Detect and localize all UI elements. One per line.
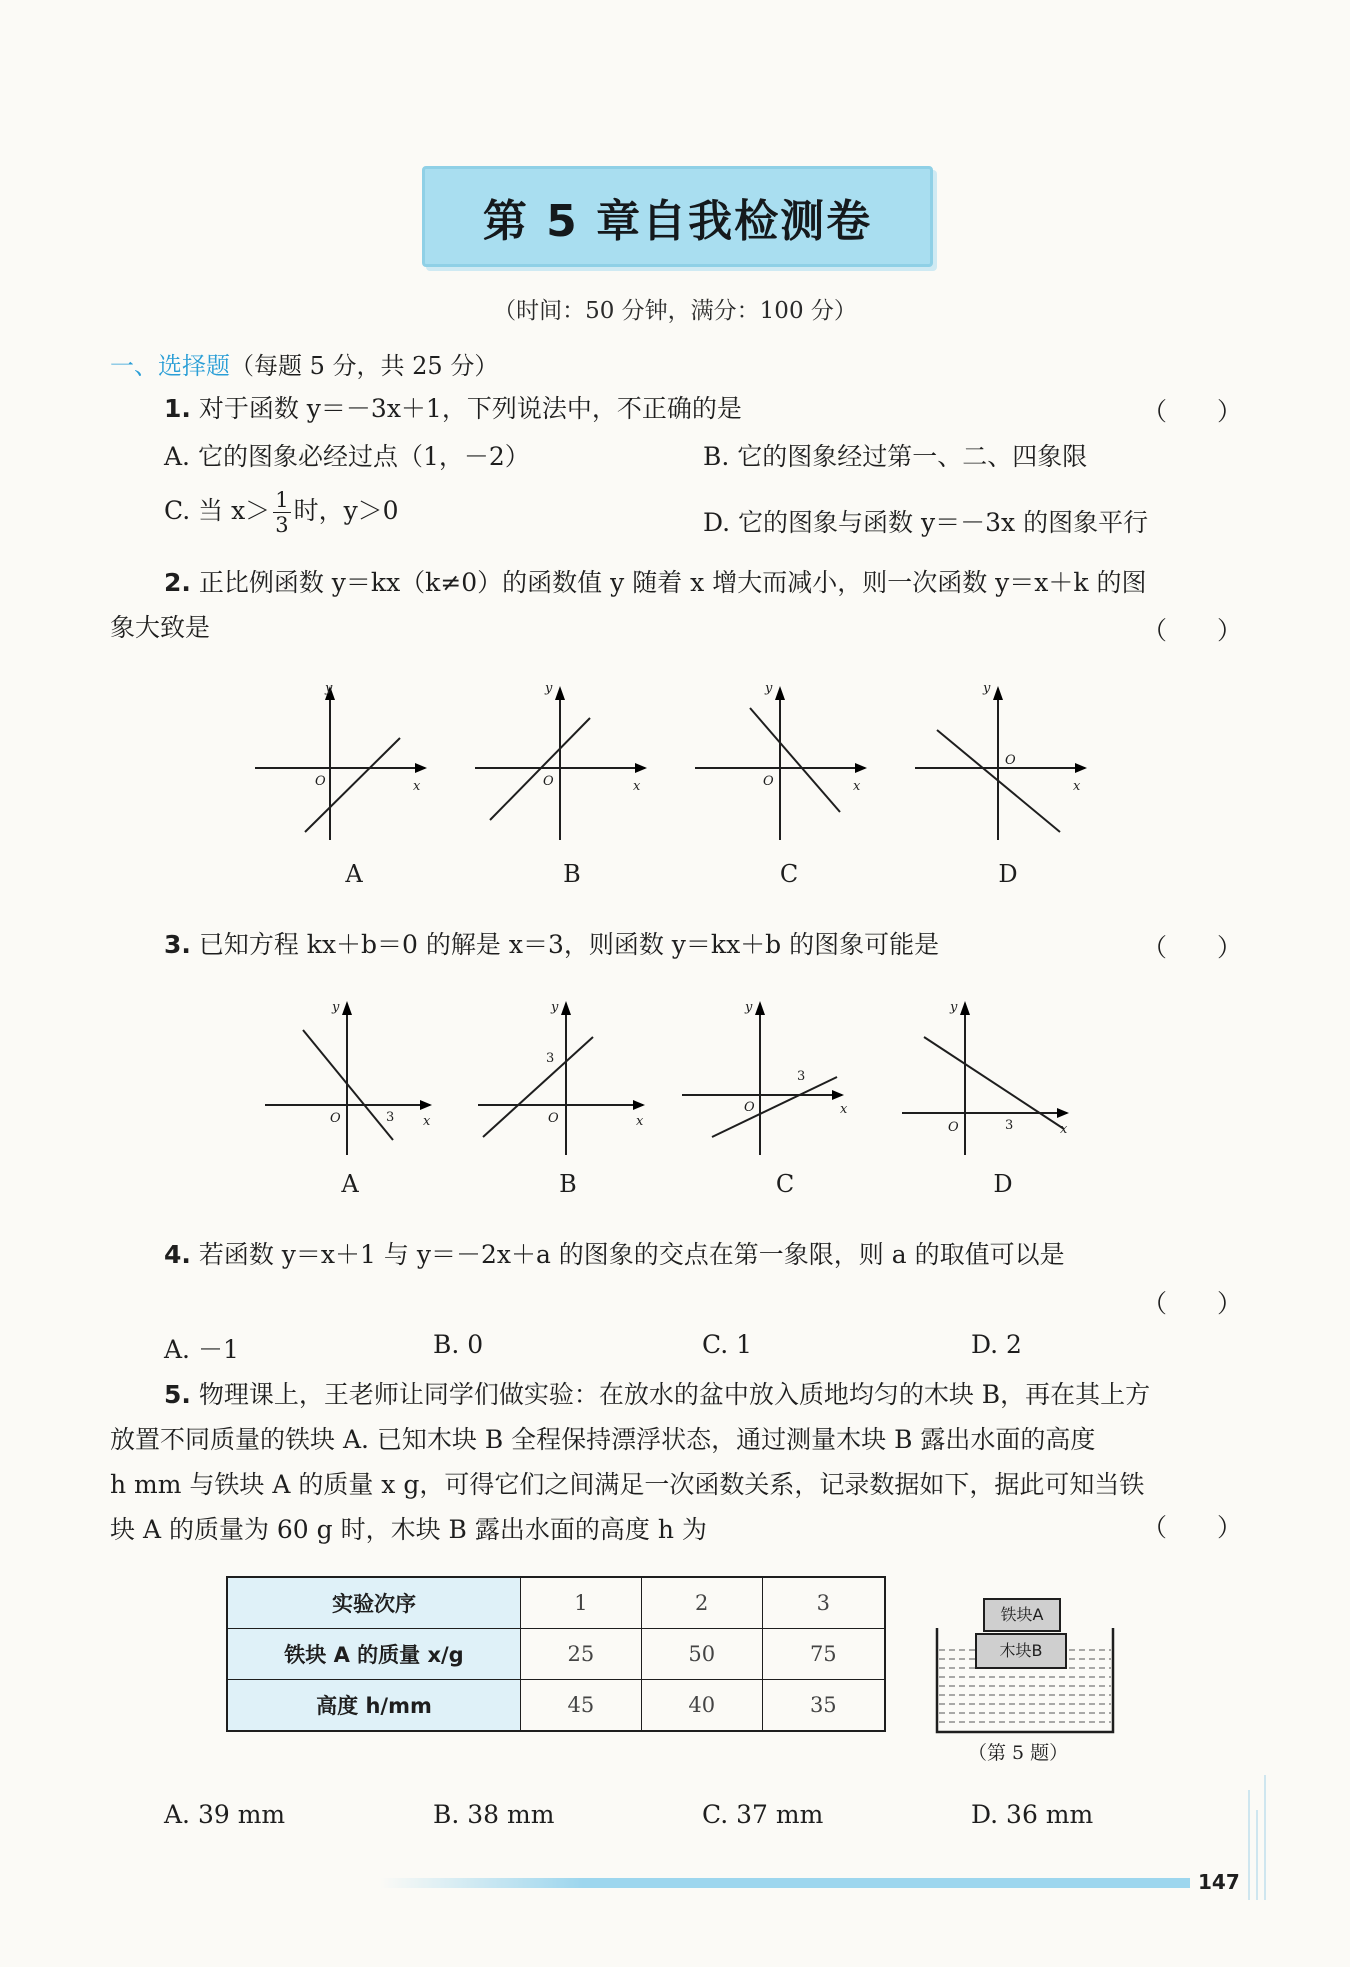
q1-option-d: D. 它的图象与函数 y＝－3x 的图象平行	[703, 508, 1149, 537]
q1-option-c	[164, 488, 399, 537]
table-row	[227, 1629, 885, 1680]
figure-caption: （第 5 题）	[968, 1742, 1069, 1764]
x-label: x	[413, 779, 421, 794]
y-label: y	[765, 681, 773, 696]
origin-label: O	[315, 774, 326, 789]
q5-line-4: 块 A 的质量为 60 g 时，木块 B 露出水面的高度 h 为	[110, 1515, 707, 1544]
q5-option-b: B. 38 mm	[433, 1800, 555, 1829]
y-arrow	[555, 686, 565, 700]
x-label: x	[853, 779, 861, 794]
y-label: y	[983, 681, 991, 696]
table-row	[227, 1680, 885, 1732]
table-cell: 75	[762, 1629, 885, 1680]
y-label: y	[332, 1000, 340, 1015]
table-header-cell: 高度 h/mm	[227, 1680, 521, 1732]
graph-line	[750, 708, 840, 812]
q3-answer-bracket: （ ）	[1142, 933, 1243, 962]
table-header-cell: 实验次序	[227, 1577, 521, 1629]
q2-label-a: A	[345, 860, 363, 888]
q2-label-c: C	[779, 860, 799, 888]
q1-number: 1.	[164, 394, 191, 423]
section-header	[110, 346, 498, 381]
table-cell: 25	[521, 1629, 642, 1680]
section-label: 一、选择题	[110, 352, 230, 380]
x-arrow	[633, 1100, 645, 1110]
table-row	[227, 1577, 885, 1629]
y-arrow	[755, 1001, 765, 1015]
y-label: y	[325, 681, 333, 696]
y-arrow	[960, 1001, 970, 1015]
q3-label-c: C	[775, 1170, 795, 1198]
y-arrow	[561, 1001, 571, 1015]
x-label: x	[840, 1102, 848, 1117]
y-label: y	[950, 1000, 958, 1015]
wood-block-b: 木块B	[975, 1633, 1067, 1669]
fraction-denominator: 3	[275, 513, 289, 537]
q1-answer-bracket: （ ）	[1142, 397, 1243, 426]
q3-graph-a	[265, 995, 445, 1155]
y-arrow	[775, 686, 785, 700]
iron-block-a: 铁块A	[983, 1598, 1061, 1632]
q4-option-d: D. 2	[971, 1330, 1022, 1359]
margin-line	[1248, 1790, 1250, 1900]
margin-line	[1264, 1775, 1266, 1900]
q2-label-b: B	[563, 860, 581, 888]
q4-answer-bracket: （ ）	[1142, 1289, 1243, 1318]
q3-graph-d	[902, 995, 1082, 1155]
q3-label-d: D	[993, 1170, 1013, 1198]
y-label: y	[745, 1000, 753, 1015]
y-label: y	[551, 1000, 559, 1015]
q4-text: 若函数 y＝x＋1 与 y＝－2x＋a 的图象的交点在第一象限，则 a 的取值可以是	[198, 1240, 1065, 1269]
origin-label: O	[1005, 753, 1016, 768]
q2-label-d: D	[998, 860, 1018, 888]
q1-option-c-pre: C. 当 x＞	[164, 496, 271, 525]
x-label: x	[1073, 779, 1081, 794]
fraction-numerator: 1	[275, 488, 289, 512]
section-note: （每题 5 分，共 25 分）	[230, 352, 499, 380]
x-label: x	[423, 1114, 431, 1129]
x-arrow	[855, 763, 867, 773]
q1-option-a: A. 它的图象必经过点（1，－2）	[164, 442, 530, 471]
origin-label: O	[744, 1100, 755, 1115]
q2-line-2: 象大致是	[110, 613, 211, 642]
q5-line-3: h mm 与铁块 A 的质量 x g，可得它们之间满足一次函数关系，记录数据如下，据此可知当铁	[110, 1470, 1145, 1499]
tick-three: 3	[386, 1110, 395, 1125]
y-arrow	[993, 686, 1003, 700]
q4-option-a: A. －1	[164, 1335, 239, 1364]
q5-data-table	[226, 1576, 886, 1732]
graph-line	[483, 1037, 593, 1137]
q2-graph-a	[255, 680, 435, 840]
graph-line	[712, 1077, 837, 1137]
q3-graph-b	[478, 995, 658, 1155]
q5-number: 5.	[164, 1380, 191, 1409]
q5-answer-bracket: （ ）	[1142, 1513, 1243, 1542]
q5-option-a: A. 39 mm	[164, 1800, 286, 1829]
q2-graph-c	[695, 680, 875, 840]
table-cell: 50	[641, 1629, 762, 1680]
page-title: 第 5 章自我检测卷	[482, 195, 873, 247]
q5-option-c: C. 37 mm	[702, 1800, 824, 1829]
origin-label: O	[543, 774, 554, 789]
table-cell: 3	[762, 1577, 885, 1629]
q2-line-1	[164, 566, 1146, 600]
q3-stem	[164, 928, 939, 962]
q5-line-1	[110, 1372, 1235, 1417]
q1-text: 对于函数 y＝－3x＋1，下列说法中，不正确的是	[198, 394, 742, 423]
q2-graph-d	[915, 680, 1095, 840]
q2-graph-b	[475, 680, 655, 840]
q1-option-c-post: 时，y＞0	[293, 496, 399, 525]
x-arrow	[420, 1100, 432, 1110]
origin-label: O	[763, 774, 774, 789]
q3-label-a: A	[341, 1170, 359, 1198]
table-cell: 40	[641, 1680, 762, 1732]
q3-graph-c	[682, 995, 862, 1155]
y-arrow	[342, 1001, 352, 1015]
q1-stem	[164, 392, 742, 426]
margin-line	[1256, 1810, 1258, 1900]
y-label: y	[545, 681, 553, 696]
x-arrow	[1075, 763, 1087, 773]
q3-text: 已知方程 kx＋b＝0 的解是 x＝3，则函数 y＝kx＋b 的图象可能是	[198, 930, 940, 959]
tick-three: 3	[797, 1069, 806, 1084]
table-cell: 45	[521, 1680, 642, 1732]
fraction-one-third	[273, 488, 290, 537]
q2-answer-bracket: （ ）	[1142, 616, 1243, 645]
tick-three: 3	[546, 1051, 555, 1066]
q3-number: 3.	[164, 930, 191, 959]
q3-label-b: B	[559, 1170, 577, 1198]
q5-option-d: D. 36 mm	[971, 1800, 1094, 1829]
title-banner	[422, 166, 933, 267]
footer-bar	[380, 1878, 1190, 1888]
q4-stem	[164, 1238, 1065, 1272]
q4-option-c: C. 1	[702, 1330, 753, 1359]
origin-label: O	[330, 1111, 341, 1126]
x-label: x	[1060, 1122, 1068, 1137]
x-arrow	[1057, 1108, 1069, 1118]
q1-option-b: B. 它的图象经过第一、二、四象限	[703, 442, 1088, 471]
tick-three: 3	[1005, 1118, 1014, 1133]
x-arrow	[415, 763, 427, 773]
x-arrow	[832, 1090, 844, 1100]
q2-number: 2.	[164, 568, 191, 597]
x-arrow	[635, 763, 647, 773]
table-cell: 1	[521, 1577, 642, 1629]
q5-text-1: 物理课上，王老师让同学们做实验：在放水的盆中放入质地均匀的木块 B，再在其上方	[198, 1380, 1151, 1409]
origin-label: O	[948, 1120, 959, 1135]
origin-label: O	[548, 1111, 559, 1126]
q5-stem	[110, 1372, 1235, 1552]
q4-number: 4.	[164, 1240, 191, 1269]
x-label: x	[636, 1114, 644, 1129]
q5-line-2: 放置不同质量的铁块 A. 已知木块 B 全程保持漂浮状态，通过测量木块 B 露出水面的高度	[110, 1425, 1096, 1454]
q4-option-b: B. 0	[433, 1330, 484, 1359]
page-number: 147	[1198, 1870, 1240, 1894]
table-header-cell: 铁块 A 的质量 x/g	[227, 1629, 521, 1680]
q2-text-1: 正比例函数 y＝kx（k≠0）的函数值 y 随着 x 增大而减小，则一次函数 y＝x＋k 的图	[198, 568, 1147, 597]
table-cell: 35	[762, 1680, 885, 1732]
table-cell: 2	[641, 1577, 762, 1629]
graph-line	[924, 1037, 1064, 1129]
exam-info: （时间：50 分钟，满分：100 分）	[493, 298, 857, 324]
x-label: x	[633, 779, 641, 794]
